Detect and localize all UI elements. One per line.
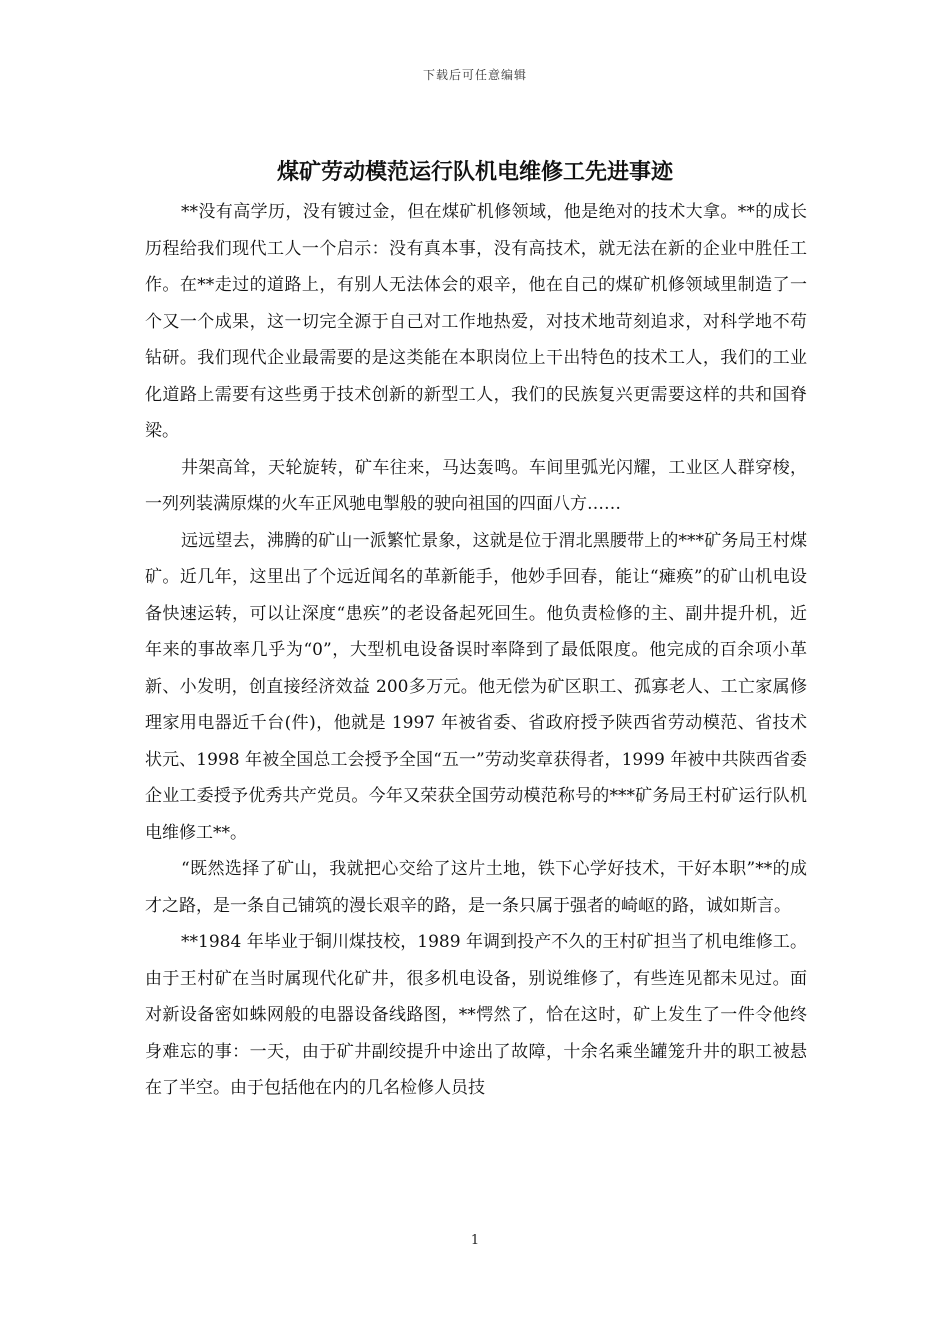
page-header-note: 下载后可任意编辑 bbox=[422, 68, 527, 82]
paragraph-intro: **没有高学历，没有镀过金，但在煤矿机修领域，他是绝对的技术大拿。**的成长历程给我们现代工人一个启示：没有真本事，没有高技术，就无法在新的企业中胜任工作。在**走过的道路上，有别人无法体会的艰辛，他在自己的煤矿机修领域里制造了一个又一个成果，这一切完全源于自己对工作地热爱，对技术地苛刻追求，对科学地不苟钻研。我们现代企业最需要的是这类能在本职岗位上干出特色的技术工人，我们的工业化道路上需要有这些勇于技术创新的新型工人，我们的民族复兴更需要这样的共和国脊梁。 bbox=[145, 202, 807, 441]
document-title: 煤矿劳动模范运行队机电维修工先进事迹 bbox=[276, 159, 673, 185]
paragraph-career-start: **1984 年毕业于铜川煤技校，1989 年调到投产不久的王村矿担当了机电维修工。由于王村矿在当时属现代化矿井，很多机电设备，别说维修了，有些连见都未见过。面对新设备密如蛛网般的电器设备线路图，**愕然了，恰在这时，矿上发生了一件令他终身难忘的事：一天，由于矿井副绞提升中途出了故障，十余名乘坐罐笼升井的职工被悬在了半空。由于包括他在内的几名检修人员技 bbox=[145, 932, 807, 1098]
paragraph-mine-scene: 井架高耸，天轮旋转，矿车往来，马达轰鸣。车间里弧光闪耀，工业区人群穿梭，一列列装满原煤的火车正风驰电掣般的驶向祖国的四面八方…… bbox=[145, 457, 807, 514]
document-body bbox=[145, 194, 807, 1107]
paragraph-achievements: 远远望去，沸腾的矿山一派繁忙景象，这就是位于渭北黑腰带上的***矿务局王村煤矿。近几年，这里出了个远近闻名的革新能手，他妙手回春，能让“瘫痪”的矿山机电设备快速运转，可以让深度“患疾”的老设备起死回生。他负责检修的主、副井提升机，近年来的事故率几乎为“0”，大型机电设备误时率降到了最低限度。他完成的百余项小革新、小发明，创直接经济效益 200多万元。他无偿为矿区职工、孤寡老人、工亡家属修理家用电器近千台(件)，他就是 1997 年被省委、省政府授予陕西省劳动模范、省技术状元、1998 年被全国总工会授予全国“五一”劳动奖章获得者，1999 年被中共陕西省委企业工委授予优秀共产党员。今年又荣获全国劳动模范称号的***矿务局王村矿运行队机电维修工**。 bbox=[145, 530, 807, 843]
page-number: 1 bbox=[470, 1233, 480, 1248]
paragraph-quote: “既然选择了矿山，我就把心交给了这片土地，铁下心学好技术，干好本职”**的成才之路，是一条自己铺筑的漫长艰辛的路，是一条只属于强者的崎岖的路，诚如斯言。 bbox=[145, 859, 807, 916]
